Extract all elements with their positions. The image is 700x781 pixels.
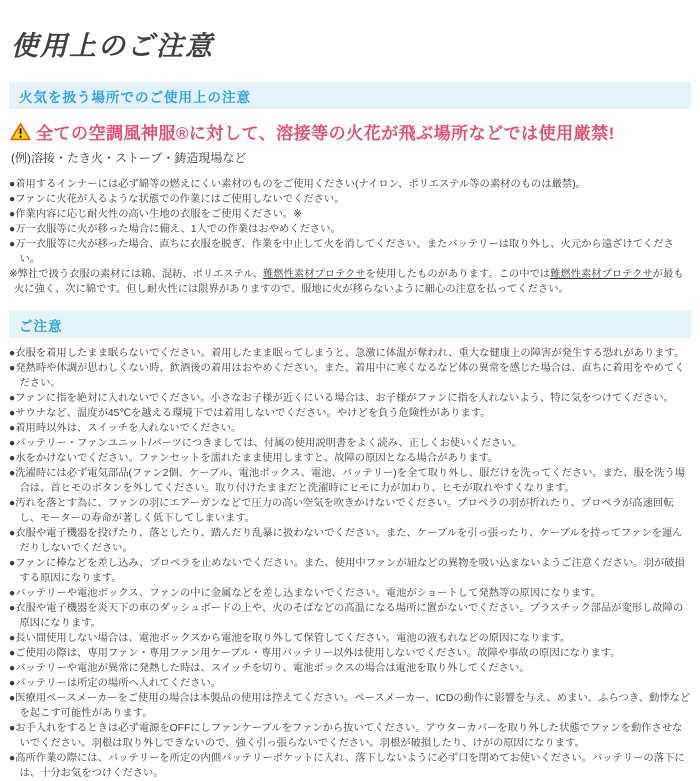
- list-item: ●洗濯時には必ず電気部品(ファン2個、ケーブル、電池ボックス、電池、バッテリー)を全て取り外し、服だけを洗ってください。また、服を洗う場合は、首ヒモのボタンを外してください。取り付けたままだと洗濯時にヒモに力が加わり、ヒモが取れやすくなります。: [9, 468, 686, 494]
- note-text: が最も火に強く、次に綿です。但し耐火性には限界がありますので、服地に火が移らないように細心の注意を払ってください。: [14, 269, 684, 295]
- fire-warning-text: 全ての空調風神服®に対して、溶接等の火花が飛ぶ場所などでは使用厳禁!: [36, 124, 615, 143]
- list-item: ●作業内容に応じ耐火性の高い生地の衣服をご使用ください。※: [9, 209, 302, 220]
- list-item: ●衣服や電子機器を投げたり、落としたり、踏んだり乱暴に扱わないでください。また、ケーブルを引っ張ったり、ケーブルを持ってファンを運んだりしないでください。: [9, 528, 683, 554]
- fire-warning-example: (例)溶接・たき火・ストーブ・鋳造現場など: [11, 151, 247, 165]
- list-item: ●バッテリーや電池ボックス、ファンの中に金属などを差し込まないでください。電池がショートして発熱等の原因になります。: [9, 588, 602, 599]
- list-item: ●お手入れをするときは必ず電源をOFFにしファンケーブルをファンから抜いてください。アウターカバーを取り外した状態でファンを動作させないでください。羽根は取り外しできないので、強く引っ張らないでください。羽根が破損したり、けがの原因になります。: [9, 723, 683, 749]
- fire-precaution-list: [9, 177, 691, 267]
- section-header-caution: [9, 311, 691, 338]
- note-underlined-text: 難燃性素材プロテクサ: [263, 269, 366, 280]
- list-item: ●ファンに指を絶対に入れないでください。小さなお子様が近くにいる場合は、お子様がファンに指を入れないよう、特に気をつけてください。: [9, 393, 674, 404]
- list-item: ●長い間使用しない場合は、電池ボックスから電池を取り外して保管してください。電池の液もれなどの原因になります。: [9, 633, 571, 644]
- list-item: ●ファンに火花が入るような状態での作業にはご使用しないでください。: [9, 194, 345, 205]
- list-item: ●高所作業の際には、バッテリーを所定の内側バッテリーポケットに入れ、落下しないように必ず口を閉めてお使いください。バッテリーの落下には、十分お気をつけください。: [9, 753, 685, 779]
- list-item: ●発熱時や体調が思わしくない時、飲酒後の着用はおやめください。また、着用中に寒くなるなど体の異常を感じた場合は、直ちに着用をやめてください。: [9, 363, 685, 389]
- list-item: ●万一衣服等に火が移った場合、直ちに衣服を脱ぎ、作業を中止して火を消してください。またバッテリーは取り外し、火元から遠ざけてください。: [9, 239, 674, 265]
- fire-warning: [10, 119, 691, 144]
- list-item: ●バッテリー・ファンユニット/パーツにつきましては、付属の使用説明書をよく読み、正しくお使いください。: [9, 438, 523, 449]
- list-item: ●水をかけないでください。ファンセットを濡れたまま使用しますと、故障の原因となる場合があります。: [9, 453, 499, 464]
- list-item: ●万一衣服等に火が移った場合に備え、1人での作業はおやめください。: [9, 224, 341, 235]
- list-item: ●衣服や電子機器を炎天下の車のダッシュボードの上や、火のそばなどの高温になる場所に置かないでください。プラスチック部品が変形し故障の原因になります。: [9, 603, 684, 629]
- list-item: ●衣服を着用したまま眠らないでください。着用したまま眠ってしまうと、急激に体温が奪われ、重大な健康上の障害が発生する恐れがあります。: [9, 348, 685, 359]
- list-item: ●汚れを落とす為に、ファンの羽にエアーガンなどで圧力の高い空気を吹きかけないでください。プロペラの羽が折れたり、プロペラが高速回転し、モーターの寿命が著しく低下してしまいます。: [9, 498, 674, 524]
- list-item: ●ファンに棒などを差し込み、プロペラを止めないでください。また、使用中ファンが紐などの異物を吸い込まないようご注意ください。羽が破損する原因になります。: [9, 558, 685, 584]
- list-item: ●着用するインナーには必ず綿等の燃えにくい素材のものをご使用ください(ナイロン、ポリエステル等の素材のものは厳禁)。: [9, 179, 586, 190]
- list-item: ●サウナなど、温度が45℃を越える環境下では着用しないでください。やけどを負う危険性があります。: [9, 408, 491, 419]
- note-text: を使用したものがあります。この中では: [365, 269, 551, 280]
- section-header-fire: [9, 82, 691, 109]
- general-caution-list: [9, 346, 691, 781]
- fabric-material-note: [9, 267, 691, 297]
- list-item: ●バッテリーや電池が異常に発熱した時は、スイッチを切り、電池ボックスの場合は電池を取り外してください。: [9, 663, 530, 674]
- section-header-caution-label: ご注意: [19, 319, 63, 334]
- list-item: ●ご使用の際は、専用ファン・専用ファン用ケーブル・専用バッテリー以外は使用しないでください。故障や事故の原因になります。: [9, 648, 621, 659]
- note-underlined-text: 難燃性素材プロテクサ: [550, 269, 653, 280]
- list-item: ●バッテリーは所定の場所へ入れてください。: [9, 678, 222, 689]
- warning-triangle-icon: [10, 122, 31, 141]
- page-title: 使用上のご注意: [11, 31, 214, 61]
- note-text: ※弊社で扱う衣服の素材には綿、混紡、ポリエステル、: [9, 269, 264, 280]
- list-item: ●医療用ペースメーカーをご使用の場合は本製品の使用は控えてください。ペースメーカー、ICDの動作に影響を与え、めまい、ふらつき、動悸などを起こす可能性があります。: [9, 693, 691, 719]
- section-header-fire-label: 火気を扱う場所でのご使用上の注意: [19, 90, 251, 105]
- list-item: ●着用時以外は、スイッチを入れないでください。: [9, 423, 242, 434]
